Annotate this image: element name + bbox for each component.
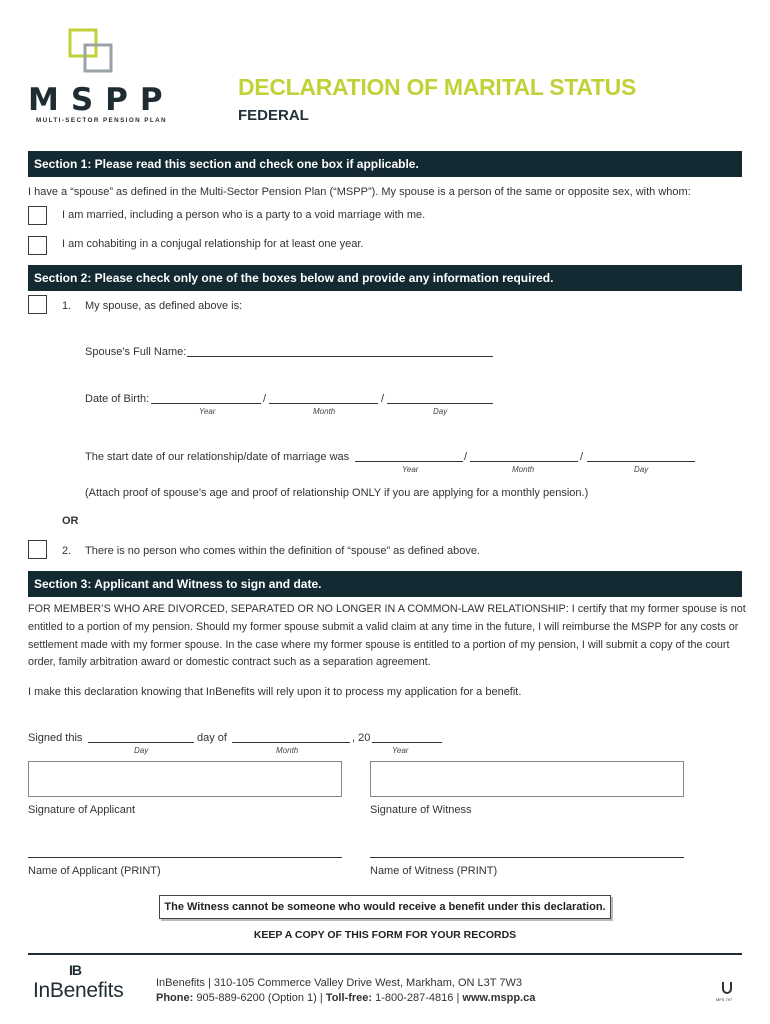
inbenefits-logo-text: InBenefits (33, 979, 124, 1002)
tollfree-label: Toll-free: (325, 992, 373, 1004)
paragraph-line: entitled to a portion of my pension. Should my former spouse submit a valid claim at any time in the future, I will reimburse the MSPP for any costs or (28, 620, 739, 633)
witness-name-field[interactable] (370, 857, 684, 858)
applicant-signature-box[interactable] (28, 761, 342, 797)
union-bug-icon (720, 981, 734, 995)
logo-subtitle: MULTI-SECTOR PENSION PLAN (36, 117, 167, 124)
dob-day-caption: Day (433, 407, 448, 416)
signed-day-caption: Day (134, 746, 149, 755)
paragraph-line: FOR MEMBER’S WHO ARE DIVORCED, SEPARATED OR NO LONGER IN A COMMON-LAW RELATIONSHIP: I certify that my former spouse is not (28, 603, 746, 615)
dob-month-field[interactable] (269, 403, 378, 404)
dob-slash: / (263, 393, 267, 405)
signed-day-field[interactable] (88, 742, 194, 743)
year-prefix-label: , 20 (352, 732, 371, 744)
phone-label: Phone: (156, 992, 194, 1004)
dob-year-caption: Year (199, 407, 216, 416)
start-year-field[interactable] (355, 461, 463, 462)
dob-month-caption: Month (313, 407, 336, 416)
start-date-label: The start date of our relationship/date of marriage was (85, 451, 350, 463)
witness-signature-label: Signature of Witness (370, 804, 472, 816)
married-checkbox[interactable] (28, 206, 47, 225)
start-month-caption: Month (512, 465, 535, 474)
dob-year-field[interactable] (151, 403, 261, 404)
footer-address: InBenefits | 310-105 Commerce Valley Drive West, Markham, ON L3T 7W3 (156, 977, 522, 989)
spouse-full-name-label: Spouse’s Full Name: (85, 346, 187, 358)
phone-number: 905-889-6200 (Option 1) (196, 992, 317, 1004)
section1-intro: I have a “spouse” as defined in the Multi-Sector Pension Plan (“MSPP”). My spouse is a person of the same or opposite sex, with whom: (28, 186, 691, 198)
no-spouse-checkbox[interactable] (28, 540, 47, 559)
contact-separator: | (319, 992, 323, 1004)
tollfree-number: 1-800-287-4816 (375, 992, 454, 1004)
item1-text: My spouse, as defined above is: (85, 300, 243, 312)
item2-text: There is no person who comes within the definition of “spouse” as defined above. (85, 545, 481, 557)
section2-heading: Section 2: Please check only one of the boxes below and provide any information required. (28, 265, 742, 291)
witness-name-label: Name of Witness (PRINT) (370, 865, 498, 877)
footer-divider (28, 953, 742, 955)
signed-year-field[interactable] (372, 742, 442, 743)
logo-mark-icon (68, 28, 114, 74)
divorce-certification-paragraph (28, 601, 748, 672)
applicant-name-label: Name of Applicant (PRINT) (28, 865, 161, 877)
spouse-defined-checkbox[interactable] (28, 295, 47, 314)
start-month-field[interactable] (470, 461, 578, 462)
contact-separator: | (456, 992, 460, 1004)
signed-month-field[interactable] (232, 742, 350, 743)
married-option-label: I am married, including a person who is a party to a void marriage with me. (62, 209, 426, 221)
signed-month-caption: Month (276, 746, 299, 755)
dob-day-field[interactable] (387, 403, 493, 404)
signed-this-label: Signed this (28, 732, 83, 744)
website-link[interactable]: www.mspp.ca (462, 992, 536, 1004)
item2-number: 2. (62, 545, 72, 557)
start-year-caption: Year (402, 465, 419, 474)
cohabiting-checkbox[interactable] (28, 236, 47, 255)
witness-eligibility-note: The Witness cannot be someone who would receive a benefit under this declaration. (159, 895, 611, 919)
item1-number: 1. (62, 300, 72, 312)
document-title: DECLARATION OF MARITAL STATUS (238, 74, 637, 100)
logo-text: MSPP (28, 82, 175, 118)
inbenefits-logo-mark: IB (69, 962, 81, 978)
witness-signature-box[interactable] (370, 761, 684, 797)
section1-heading: Section 1: Please read this section and check one box if applicable. (28, 151, 742, 177)
day-of-label: day of (197, 732, 227, 744)
start-day-caption: Day (634, 465, 649, 474)
start-day-field[interactable] (587, 461, 695, 462)
or-label: OR (62, 515, 79, 527)
start-slash: / (580, 451, 584, 463)
signed-year-caption: Year (392, 746, 409, 755)
section3-heading: Section 3: Applicant and Witness to sign and date. (28, 571, 742, 597)
union-code: MFS 797 (716, 997, 733, 1002)
declaration-statement: I make this declaration knowing that InBenefits will rely upon it to process my application for a benefit. (28, 686, 522, 698)
keep-copy-note: KEEP A COPY OF THIS FORM FOR YOUR RECORDS (253, 929, 517, 941)
dob-slash: / (381, 393, 385, 405)
footer-contact (156, 992, 535, 1004)
applicant-name-field[interactable] (28, 857, 342, 858)
spouse-full-name-field[interactable] (187, 356, 493, 357)
applicant-signature-label: Signature of Applicant (28, 804, 136, 816)
start-slash: / (464, 451, 468, 463)
cohabiting-option-label: I am cohabiting in a conjugal relationship for at least one year. (62, 238, 364, 250)
attach-proof-note: (Attach proof of spouse’s age and proof of relationship ONLY if you are applying for a monthly pension.) (85, 487, 589, 499)
document-subtitle: FEDERAL (238, 107, 309, 124)
paragraph-line: order, family arbitration award or domestic contract such as a separation agreement. (28, 656, 431, 669)
dob-label: Date of Birth: (85, 393, 150, 405)
paragraph-line: settlement made with my former spouse. In the case where my former spouse is entitled to a portion of my pension, I will submit a copy of the court (28, 638, 730, 651)
